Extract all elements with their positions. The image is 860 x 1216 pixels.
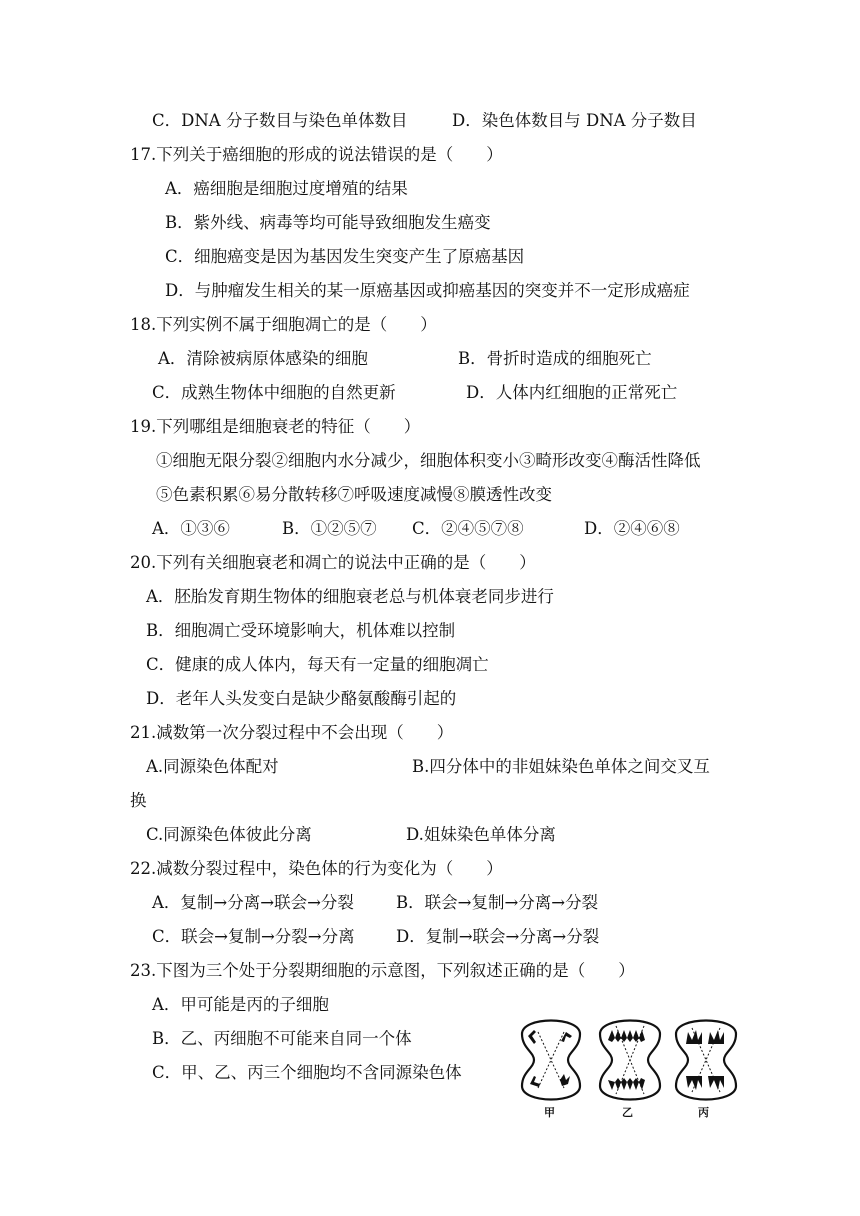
q18-option-c: C．成熟生物体中细胞的自然更新 <box>152 383 396 402</box>
q23-option-a: A．甲可能是丙的子细胞 <box>152 995 329 1014</box>
q19-option-c: C．②④⑤⑦⑧ <box>412 519 524 538</box>
q19-option-d: D．②④⑥⑧ <box>584 519 680 538</box>
q17-stem: 17.下列关于癌细胞的形成的说法错误的是（ ） <box>130 145 503 164</box>
q19-option-b: B．①②⑤⑦ <box>282 519 377 538</box>
q19-option-a: A．①③⑥ <box>152 519 230 538</box>
cell-jia-diagram <box>522 1021 580 1100</box>
q23-option-c: C．甲、乙、丙三个细胞均不含同源染色体 <box>152 1063 462 1082</box>
q19-stem: 19.下列哪组是细胞衰老的特征（ ） <box>130 417 421 436</box>
cell-bing-diagram <box>676 1021 736 1100</box>
q17-option-d: D．与肿瘤发生相关的某一原癌基因或抑癌基因的突变并不一定形成癌症 <box>165 281 690 300</box>
q21-option-b-continuation: 换 <box>130 791 147 810</box>
q17-option-a: A．癌细胞是细胞过度增殖的结果 <box>165 179 408 198</box>
q21-stem: 21.减数第一次分裂过程中不会出现（ ） <box>130 723 454 742</box>
q19-list-line-2: ⑤色素积累⑥易分散转移⑦呼吸速度减慢⑧膜透性改变 <box>156 485 552 504</box>
cell-division-figure <box>516 1018 742 1118</box>
cell-label-yi: 乙 <box>622 1106 633 1119</box>
q20-stem: 20.下列有关细胞衰老和凋亡的说法中正确的是（ ） <box>130 553 536 572</box>
q22-option-a: A．复制→分离→联会→分裂 <box>152 893 354 912</box>
q23-stem: 23.下图为三个处于分裂期细胞的示意图，下列叙述正确的是（ ） <box>130 961 635 980</box>
q17-option-c: C．细胞癌变是因为基因发生突变产生了原癌基因 <box>165 247 525 266</box>
q21-option-c: C.同源染色体彼此分离 <box>146 825 312 844</box>
q18-option-b: B．骨折时造成的细胞死亡 <box>458 349 652 368</box>
q21-option-d: D.姐妹染色单体分离 <box>406 825 556 844</box>
q21-option-a: A.同源染色体配对 <box>146 757 279 776</box>
q23-option-b: B．乙、丙细胞不可能来自同一个体 <box>152 1029 412 1048</box>
q19-list-line-1: ①细胞无限分裂②细胞内水分减少，细胞体积变小③畸形改变④酶活性降低 <box>156 451 701 470</box>
q22-option-b: B．联会→复制→分离→分裂 <box>396 893 599 912</box>
q16-option-c: C．DNA 分子数目与染色单体数目 <box>152 111 408 130</box>
q17-option-b: B．紫外线、病毒等均可能导致细胞发生癌变 <box>165 213 491 232</box>
q20-option-c: C．健康的成人体内，每天有一定量的细胞凋亡 <box>146 655 489 674</box>
cell-yi-diagram <box>600 1021 660 1100</box>
q22-option-c: C．联会→复制→分裂→分离 <box>152 927 355 946</box>
q20-option-d: D．老年人头发变白是缺少酪氨酸酶引起的 <box>146 689 457 708</box>
q18-stem: 18.下列实例不属于细胞凋亡的是（ ） <box>130 315 437 334</box>
cell-label-jia: 甲 <box>544 1106 555 1119</box>
cell-label-bing: 丙 <box>698 1106 709 1119</box>
q20-option-b: B．细胞凋亡受环境影响大，机体难以控制 <box>146 621 456 640</box>
q18-option-d: D．人体内红细胞的正常死亡 <box>466 383 678 402</box>
q20-option-a: A．胚胎发育期生物体的细胞衰老总与机体衰老同步进行 <box>146 587 554 606</box>
q18-option-a: A．清除被病原体感染的细胞 <box>158 349 368 368</box>
q22-option-d: D．复制→联会→分离→分裂 <box>396 927 600 946</box>
cell-diagrams <box>516 1018 742 1102</box>
q21-option-b: B.四分体中的非姐妹染色单体之间交叉互 <box>412 757 710 776</box>
q22-stem: 22.减数分裂过程中，染色体的行为变化为（ ） <box>130 859 503 878</box>
q16-option-d: D．染色体数目与 DNA 分子数目 <box>452 111 697 130</box>
